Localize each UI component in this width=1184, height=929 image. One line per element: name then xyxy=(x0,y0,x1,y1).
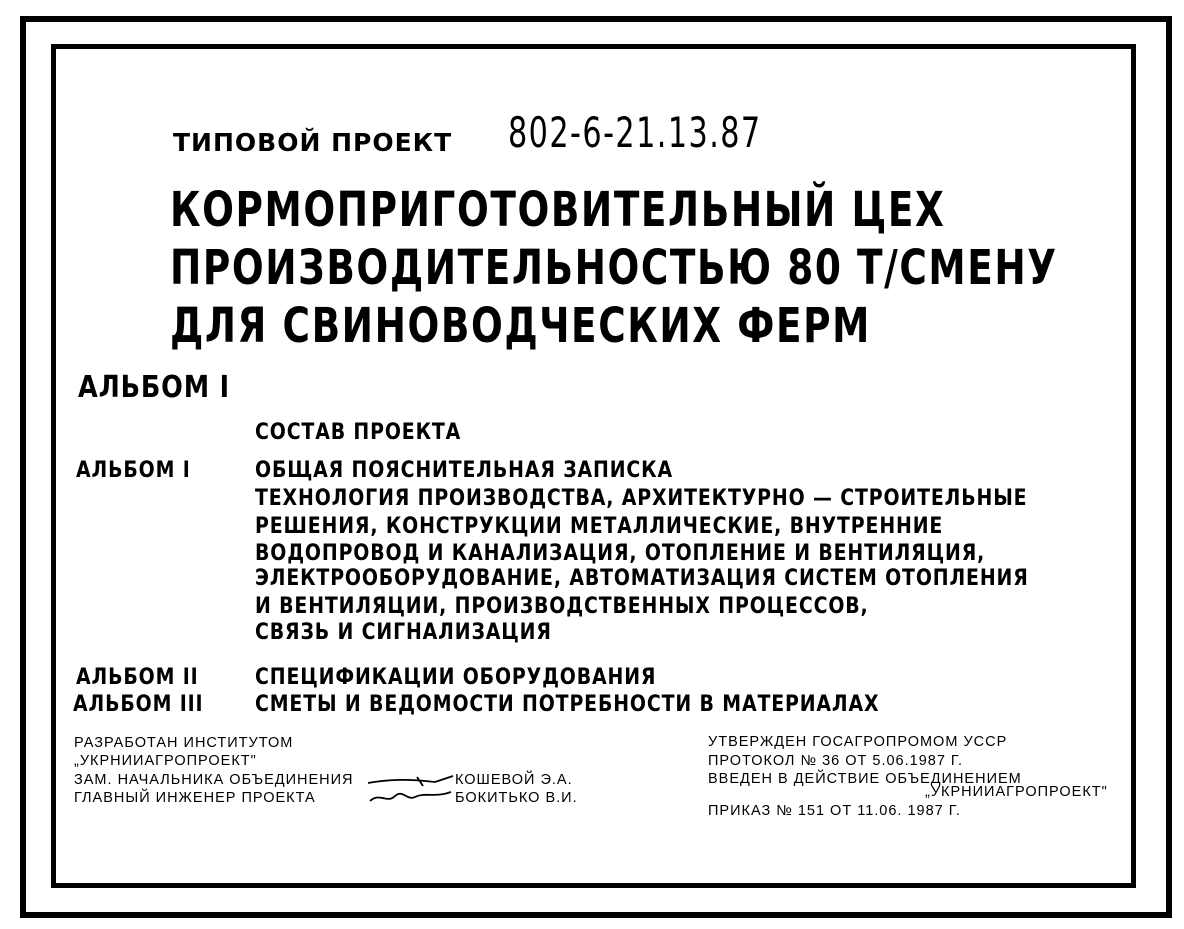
type-project-label: ТИПОВОЙ ПРОЕКТ xyxy=(173,128,453,157)
album-1-line-5: ЭЛЕКТРООБОРУДОВАНИЕ, АВТОМАТИЗАЦИЯ СИСТЕМ ОТОПЛЕНИЯ xyxy=(255,566,1029,591)
contents-heading: СОСТАВ ПРОЕКТА xyxy=(255,420,462,445)
album-1-line-2: ТЕХНОЛОГИЯ ПРОИЗВОДСТВА, АРХИТЕКТУРНО — СТРОИТЕЛЬНЫЕ xyxy=(255,486,1028,511)
title-line-3: ДЛЯ СВИНОВОДЧЕСКИХ ФЕРМ xyxy=(170,298,871,354)
approval-line-4: „УКРНИИАГРОПРОЕКТ" xyxy=(925,784,1108,800)
album-1-label: АЛЬБОМ I xyxy=(76,458,191,483)
album-1-line-1: ОБЩАЯ ПОЯСНИТЕЛЬНАЯ ЗАПИСКА xyxy=(255,458,674,483)
signature-marks xyxy=(365,770,460,810)
album-1-line-6: И ВЕНТИЛЯЦИИ, ПРОИЗВОДСТВЕННЫХ ПРОЦЕССОВ, xyxy=(255,594,869,619)
chief-role: ГЛАВНЫЙ ИНЖЕНЕР ПРОЕКТА xyxy=(74,790,316,806)
album-1-line-7: СВЯЗЬ И СИГНАЛИЗАЦИЯ xyxy=(255,620,552,645)
title-line-1: КОРМОПРИГОТОВИТЕЛЬНЫЙ ЦЕХ xyxy=(170,182,946,238)
album-1-line-3: РЕШЕНИЯ, КОНСТРУКЦИИ МЕТАЛЛИЧЕСКИЕ, ВНУТРЕННИЕ xyxy=(255,514,944,539)
approval-line-5: ПРИКАЗ № 151 ОТ 11.06. 1987 Г. xyxy=(708,803,961,819)
title-line-2: ПРОИЗВОДИТЕЛЬНОСТЬЮ 80 Т/СМЕНУ xyxy=(170,240,1058,296)
album-3-line-1: СМЕТЫ И ВЕДОМОСТИ ПОТРЕБНОСТИ В МАТЕРИАЛАХ xyxy=(255,692,880,717)
album-main-label: АЛЬБОМ I xyxy=(78,370,231,405)
album-2-line-1: СПЕЦИФИКАЦИИ ОБОРУДОВАНИЯ xyxy=(255,665,657,690)
developer-line-1: РАЗРАБОТАН ИНСТИТУТОМ xyxy=(74,735,294,751)
approval-line-1: УТВЕРЖДЕН ГОСАГРОПРОМОМ УССР xyxy=(708,734,1008,750)
approval-line-3: ВВЕДЕН В ДЕЙСТВИЕ ОБЪЕДИНЕНИЕМ xyxy=(708,771,1022,787)
deputy-role: ЗАМ. НАЧАЛЬНИКА ОБЪЕДИНЕНИЯ xyxy=(74,772,354,788)
album-3-label: АЛЬБОМ III xyxy=(73,692,204,717)
album-1-line-4: ВОДОПРОВОД И КАНАЛИЗАЦИЯ, ОТОПЛЕНИЕ И ВЕНТИЛЯЦИЯ, xyxy=(255,541,986,566)
approval-line-2: ПРОТОКОЛ № 36 ОТ 5.06.1987 Г. xyxy=(708,753,964,769)
chief-name: БОКИТЬКО В.И. xyxy=(455,790,578,806)
developer-line-2: „УКРНИИАГРОПРОЕКТ" xyxy=(74,753,257,769)
deputy-name: КОШЕВОЙ Э.А. xyxy=(455,772,573,788)
album-2-label: АЛЬБОМ II xyxy=(76,665,199,690)
project-number: 802-6-21.13.87 xyxy=(508,108,762,157)
